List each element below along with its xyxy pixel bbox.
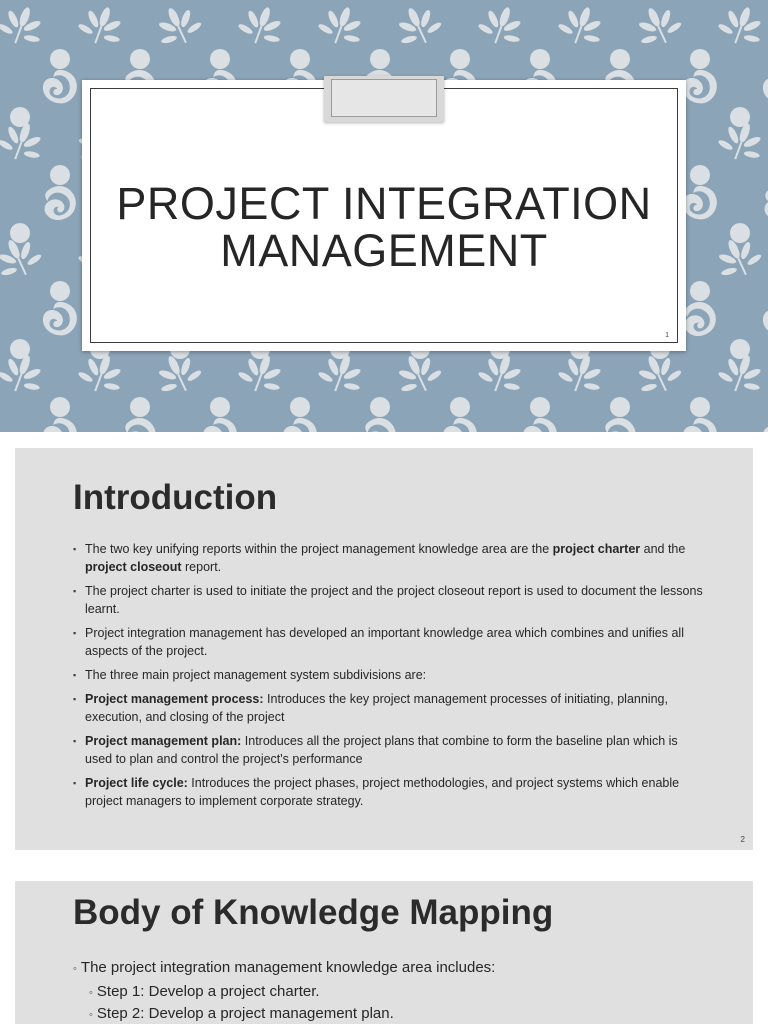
leaf-motif bbox=[714, 0, 768, 51]
dot-motif bbox=[610, 49, 630, 69]
title-card bbox=[82, 80, 686, 351]
dot-motif bbox=[690, 397, 710, 417]
page-number: 2 bbox=[740, 835, 745, 844]
leaf-motif bbox=[0, 0, 49, 51]
bullet-icon: ▪ bbox=[73, 736, 77, 746]
dot-motif bbox=[530, 49, 550, 69]
list-item: ▪ Project life cycle: Introduces the project phases, project methodologies, and project systems which enable project managers to implement corporate strategy. bbox=[73, 776, 680, 808]
paisley-motif bbox=[37, 181, 81, 225]
paisley-motif bbox=[759, 413, 768, 432]
dot-motif bbox=[130, 397, 150, 417]
dot-motif bbox=[210, 397, 230, 417]
bullet-icon: ◦ bbox=[89, 1009, 93, 1021]
list-item: ▪ Project management plan: Introduces all the project plans that combine to form the baseline plan which is used to plan and control the project's performance bbox=[73, 734, 678, 766]
paisley-motif bbox=[759, 297, 768, 340]
bullet-icon: ◦ bbox=[73, 963, 77, 975]
leaf-motif bbox=[234, 0, 289, 51]
dot-motif bbox=[50, 49, 70, 69]
bullet-icon: ▪ bbox=[73, 586, 77, 596]
paisley-motif bbox=[39, 65, 82, 108]
dot-motif bbox=[450, 397, 470, 417]
dot-motif bbox=[450, 49, 470, 69]
page-number: 1 bbox=[665, 332, 669, 339]
paisley-motif bbox=[0, 297, 1, 341]
dot-motif bbox=[530, 397, 550, 417]
leaf-motif bbox=[474, 0, 529, 51]
dot-motif bbox=[290, 49, 310, 69]
bullet-list bbox=[73, 540, 703, 816]
leaf-motif bbox=[150, 0, 207, 52]
dot-motif bbox=[730, 223, 750, 243]
paisley-motif bbox=[0, 65, 2, 108]
dot-motif bbox=[130, 49, 150, 69]
bullet-icon: ▪ bbox=[73, 628, 77, 638]
list-item: ▪ The two key unifying reports within the project management knowledge area are the project charter and the project closeout report. bbox=[73, 542, 686, 574]
bullet-icon: ▪ bbox=[73, 694, 77, 704]
dot-motif bbox=[50, 281, 70, 301]
leaf-motif bbox=[74, 0, 129, 51]
paisley-motif bbox=[0, 181, 2, 224]
body-of-knowledge-slide bbox=[15, 881, 753, 1024]
sub-list-item: ◦ Step 1: Develop a project charter. bbox=[89, 983, 320, 1000]
title-card-tab bbox=[324, 76, 444, 122]
introduction-slide bbox=[15, 448, 753, 850]
dot-motif bbox=[10, 223, 30, 243]
leaf-motif bbox=[390, 0, 447, 52]
list-item: ▪ The project charter is used to initiate the project and the project closeout report is used to document the lessons learnt. bbox=[73, 584, 703, 616]
slide-title bbox=[92, 180, 676, 274]
slide-title-line-2: MANAGEMENT bbox=[220, 225, 548, 276]
paisley-motif bbox=[759, 65, 768, 108]
slide-heading: Body of Knowledge Mapping bbox=[73, 893, 554, 932]
list-item: ▪ Project management process: Introduces the key project management processes of initiating, planning, execution, and closing of the project bbox=[73, 692, 668, 724]
dot-motif bbox=[690, 49, 710, 69]
dot-motif bbox=[210, 49, 230, 69]
dot-motif bbox=[50, 165, 70, 185]
bullet-icon: ◦ bbox=[89, 987, 93, 999]
sub-list-item: ◦ Step 2: Develop a project management plan. bbox=[89, 1005, 394, 1022]
slide-title-line-1: PROJECT INTEGRATION bbox=[116, 178, 652, 229]
list-item: ▪ The three main project management system subdivisions are: bbox=[73, 668, 427, 682]
bullet-icon: ▪ bbox=[73, 544, 77, 554]
dot-motif bbox=[290, 397, 310, 417]
dot-motif bbox=[690, 281, 710, 301]
dot-motif bbox=[370, 397, 390, 417]
dot-motif bbox=[610, 397, 630, 417]
list-item: ◦ The project integration management knowledge area includes: bbox=[73, 959, 496, 976]
leaf-motif bbox=[314, 0, 369, 51]
title-slide bbox=[0, 0, 768, 432]
list-item: ▪ Project integration management has developed an important knowledge area which combines and unifies all aspects of the project. bbox=[73, 626, 684, 658]
slide-heading: Introduction bbox=[73, 478, 278, 517]
paisley-motif bbox=[757, 181, 768, 225]
leaf-motif bbox=[554, 0, 609, 51]
paisley-motif bbox=[39, 297, 82, 340]
bullet-icon: ▪ bbox=[73, 778, 77, 788]
dot-motif bbox=[370, 49, 390, 69]
paisley-motif bbox=[0, 413, 2, 432]
bullet-icon: ▪ bbox=[73, 670, 77, 680]
dot-motif bbox=[690, 165, 710, 185]
dot-motif bbox=[50, 397, 70, 417]
leaf-motif bbox=[630, 0, 687, 52]
